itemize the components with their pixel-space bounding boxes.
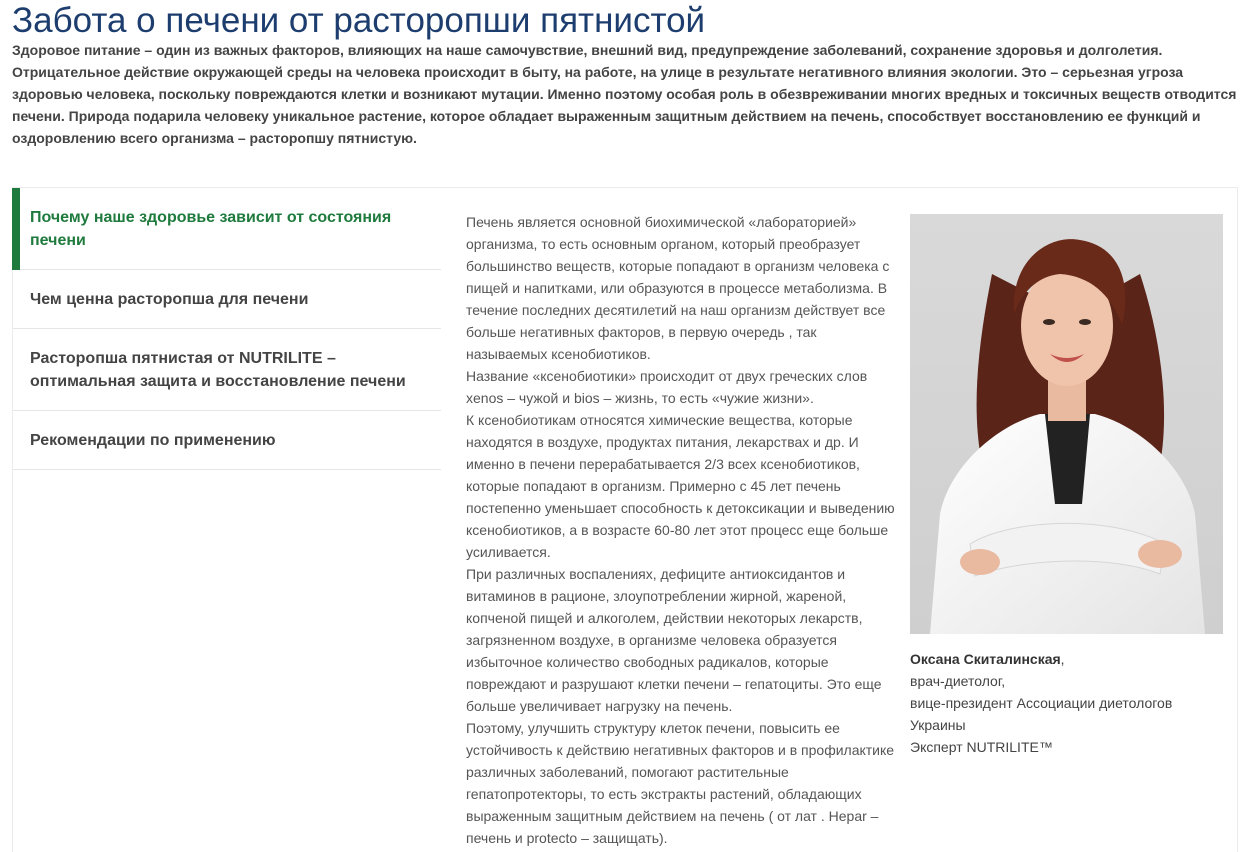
tab-usage-recommendations[interactable]: Рекомендации по применению (13, 411, 441, 470)
article-paragraph: Печень является основной биохимической «лабораторией» организма, то есть основным органом, который преобразует большинство веществ, которые попадают в организм человека с пищей и напитками, или образуются в процессе метаболизма. В течение последних десятилетий на наш организм действует все больше негативных факторов, в первую очередь , так называемых ксенобиотиков. (466, 214, 890, 362)
intro-text: Здоровое питание – один из важных факторов, влияющих на наше самочувствие, внешний вид, предупреждение заболеваний, сохранение здоровья и долголетия. Отрицательное действие окружающей среды на человека происходит в быту, на работе, на улице в результате негативного влияния экологии. Это – серьезная угроза здоровью человека, поскольку повреждаются клетки и возникают мутации. Именно поэтому особая роль в обезвреживании многих вредных и токсичных веществ отводится печени. Природа подарила человеку уникальное растение, которое обладает выраженным защитным действием на печень, способствует восстановлению ее функций и оздоровлению всего организма – расторопшу пятнистую. (12, 42, 1237, 146)
expert-photo (910, 214, 1223, 634)
expert-position: вице-президент Ассоциации диетологов (910, 695, 1173, 711)
article-paragraph: Поэтому, улучшить структуру клеток печени, повысить ее устойчивость к действию негативных факторов и в профилактике различных заболеваний, помогают растительные гепатопротекторы, то есть экстракты растений, обладающих выраженным защитным действием на печень ( от лат . Hepar – печень и protecto – защищать). (466, 720, 895, 846)
tab-list (13, 188, 441, 470)
page-title: Забота о печени от расторопши пятнистой (12, 1, 706, 40)
tab-why-health-depends-on-liver[interactable]: Почему наше здоровье зависит от состояния печени (13, 188, 441, 270)
article-body (466, 211, 898, 849)
expert-name-suffix: , (1060, 651, 1065, 667)
content-panel (12, 187, 1238, 852)
expert-role: врач-диетолог, (910, 673, 1006, 689)
expert-name-line (910, 648, 1230, 670)
article-paragraph: При различных воспалениях, дефиците антиоксидантов и витаминов в рационе, злоупотреблении жирной, жареной, копченой пищей и алкоголем, действии некоторых лекарств, загрязненном воздухе, в организме человека образуется избыточное количество свободных радикалов, которые повреждают и разрушают клетки печени – гепатоциты. Это еще больше увеличивает нагрузку на печень. (466, 566, 882, 714)
article-paragraph: К ксенобиотикам относятся химические вещества, которые находятся в воздухе, продуктах питания, лекарствах и др. И именно в печени перерабатывается 2/3 всех ксенобиотиков, которые попадают в организм. Примерно с 45 лет печень постепенно уменьшает способность к детоксикации и выведению ксенобиотиков, а в возрасте 60-80 лет этот процесс еще больше усиливается. (466, 412, 895, 560)
tab-milk-thistle-value[interactable]: Чем ценна расторопша для печени (13, 270, 441, 329)
article-paragraph: Название «ксенобиотики» происходит от двух греческих слов xenos – чужой и bios – жизнь, то есть «чужие жизни». (466, 368, 868, 406)
expert-caption (910, 648, 1230, 758)
expert-badge: Эксперт NUTRILITE™ (910, 739, 1053, 755)
tab-nutrilite-milk-thistle[interactable]: Расторопша пятнистая от NUTRILITE – оптимальная защита и восстановление печени (13, 329, 441, 411)
expert-name: Оксана Скиталинская (910, 651, 1061, 667)
expert-position-country: Украины (910, 717, 966, 733)
